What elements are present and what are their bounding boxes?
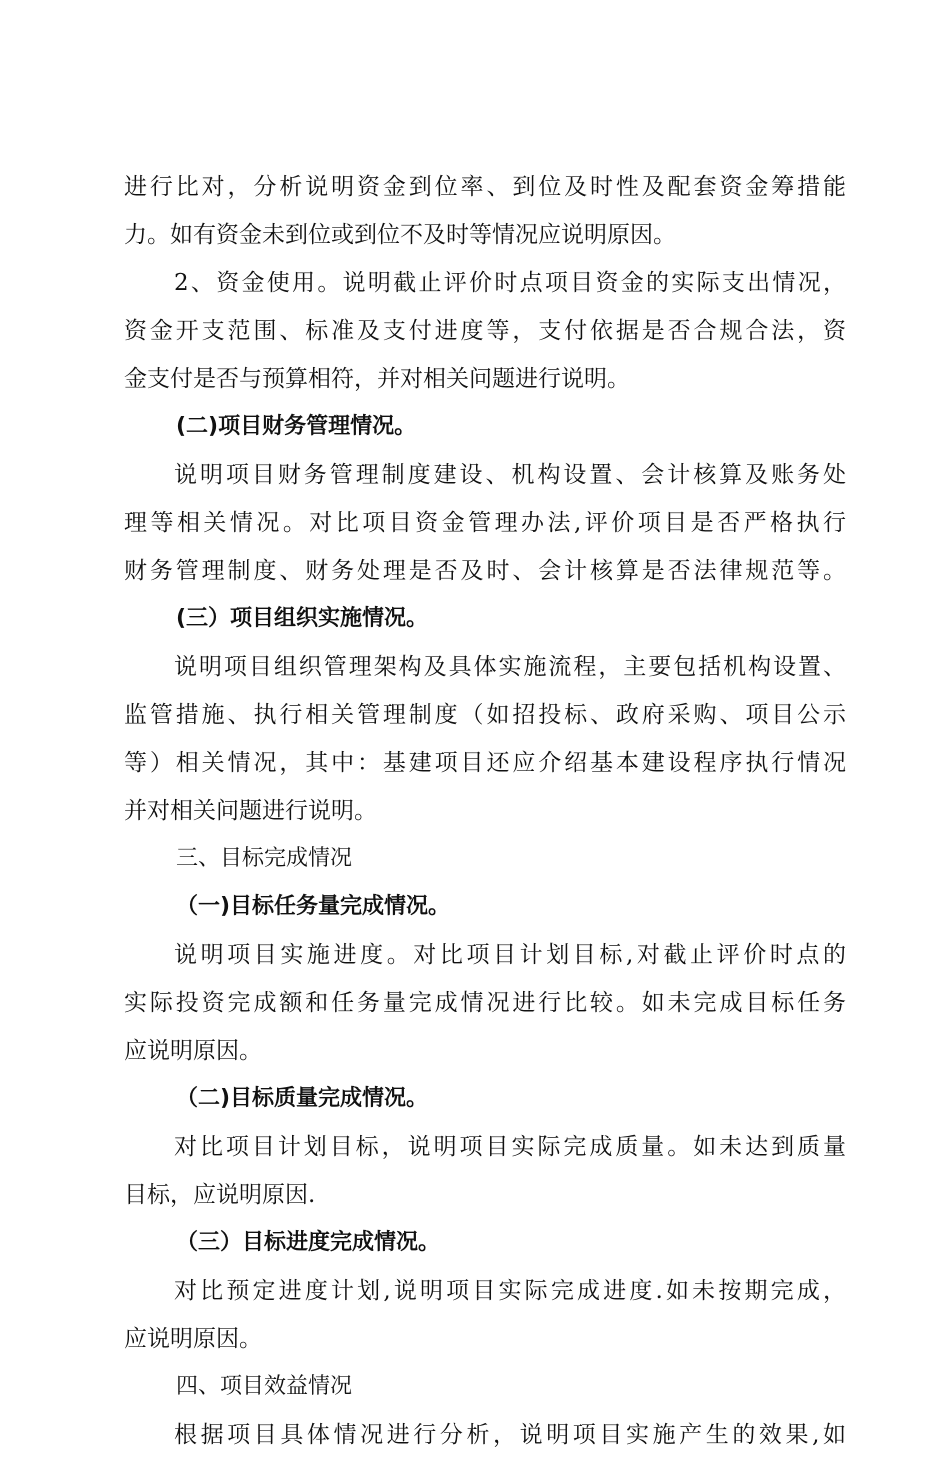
subsection-heading: (三）项目组织实施情况。 <box>176 606 429 631</box>
paragraph-line: 监管措施、执行相关管理制度（如招投标、政府采购、项目公示 <box>124 702 846 728</box>
paragraph-line: 说明项目组织管理架构及具体实施流程，主要包括机构设置、 <box>174 654 846 680</box>
paragraph-line: 说明项目实施进度。对比项目计划目标,对截止评价时点的 <box>174 942 846 968</box>
subsection-heading: （一)目标任务量完成情况。 <box>176 894 451 919</box>
paragraph-line: 对比预定进度计划,说明项目实际完成进度.如未按期完成， <box>174 1278 846 1304</box>
paragraph-line: 力。如有资金未到位或到位不及时等情况应说明原因。 <box>124 222 676 248</box>
paragraph-line: 目标，应说明原因. <box>124 1182 316 1208</box>
paragraph-line: 说明项目财务管理制度建设、机构设置、会计核算及账务处 <box>174 462 846 488</box>
section-heading: 三、目标完成情况 <box>176 846 353 871</box>
paragraph-line: 等）相关情况，其中：基建项目还应介绍基本建设程序执行情况 <box>124 750 846 776</box>
paragraph-line: 资金开支范围、标准及支付进度等，支付依据是否合规合法，资 <box>124 318 846 344</box>
subsection-heading: （二)目标质量完成情况。 <box>176 1086 429 1111</box>
paragraph-line: 根据项目具体情况进行分析，说明项目实施产生的效果,如 <box>174 1422 846 1448</box>
subsection-heading: （三）目标进度完成情况。 <box>176 1230 441 1255</box>
paragraph-line: 财务管理制度、财务处理是否及时、会计核算是否法律规范等。 <box>124 558 846 584</box>
document-body <box>124 163 846 1459</box>
section-heading: 四、项目效益情况 <box>176 1374 353 1399</box>
paragraph-line: 对比项目计划目标，说明项目实际完成质量。如未达到质量 <box>174 1134 846 1160</box>
subsection-heading: (二)项目财务管理情况。 <box>176 414 417 439</box>
paragraph-line: 2、资金使用。说明截止评价时点项目资金的实际支出情况， <box>174 270 846 296</box>
paragraph-line: 实际投资完成额和任务量完成情况进行比较。如未完成目标任务 <box>124 990 846 1016</box>
paragraph-line: 并对相关问题进行说明。 <box>124 798 377 824</box>
paragraph-line: 金支付是否与预算相符，并对相关问题进行说明。 <box>124 366 630 392</box>
paragraph-line: 理等相关情况。对比项目资金管理办法,评价项目是否严格执行 <box>124 510 846 536</box>
paragraph-line: 应说明原因。 <box>124 1038 262 1064</box>
paragraph-line: 应说明原因。 <box>124 1326 262 1352</box>
paragraph-line: 进行比对，分析说明资金到位率、到位及时性及配套资金筹措能 <box>124 174 846 200</box>
